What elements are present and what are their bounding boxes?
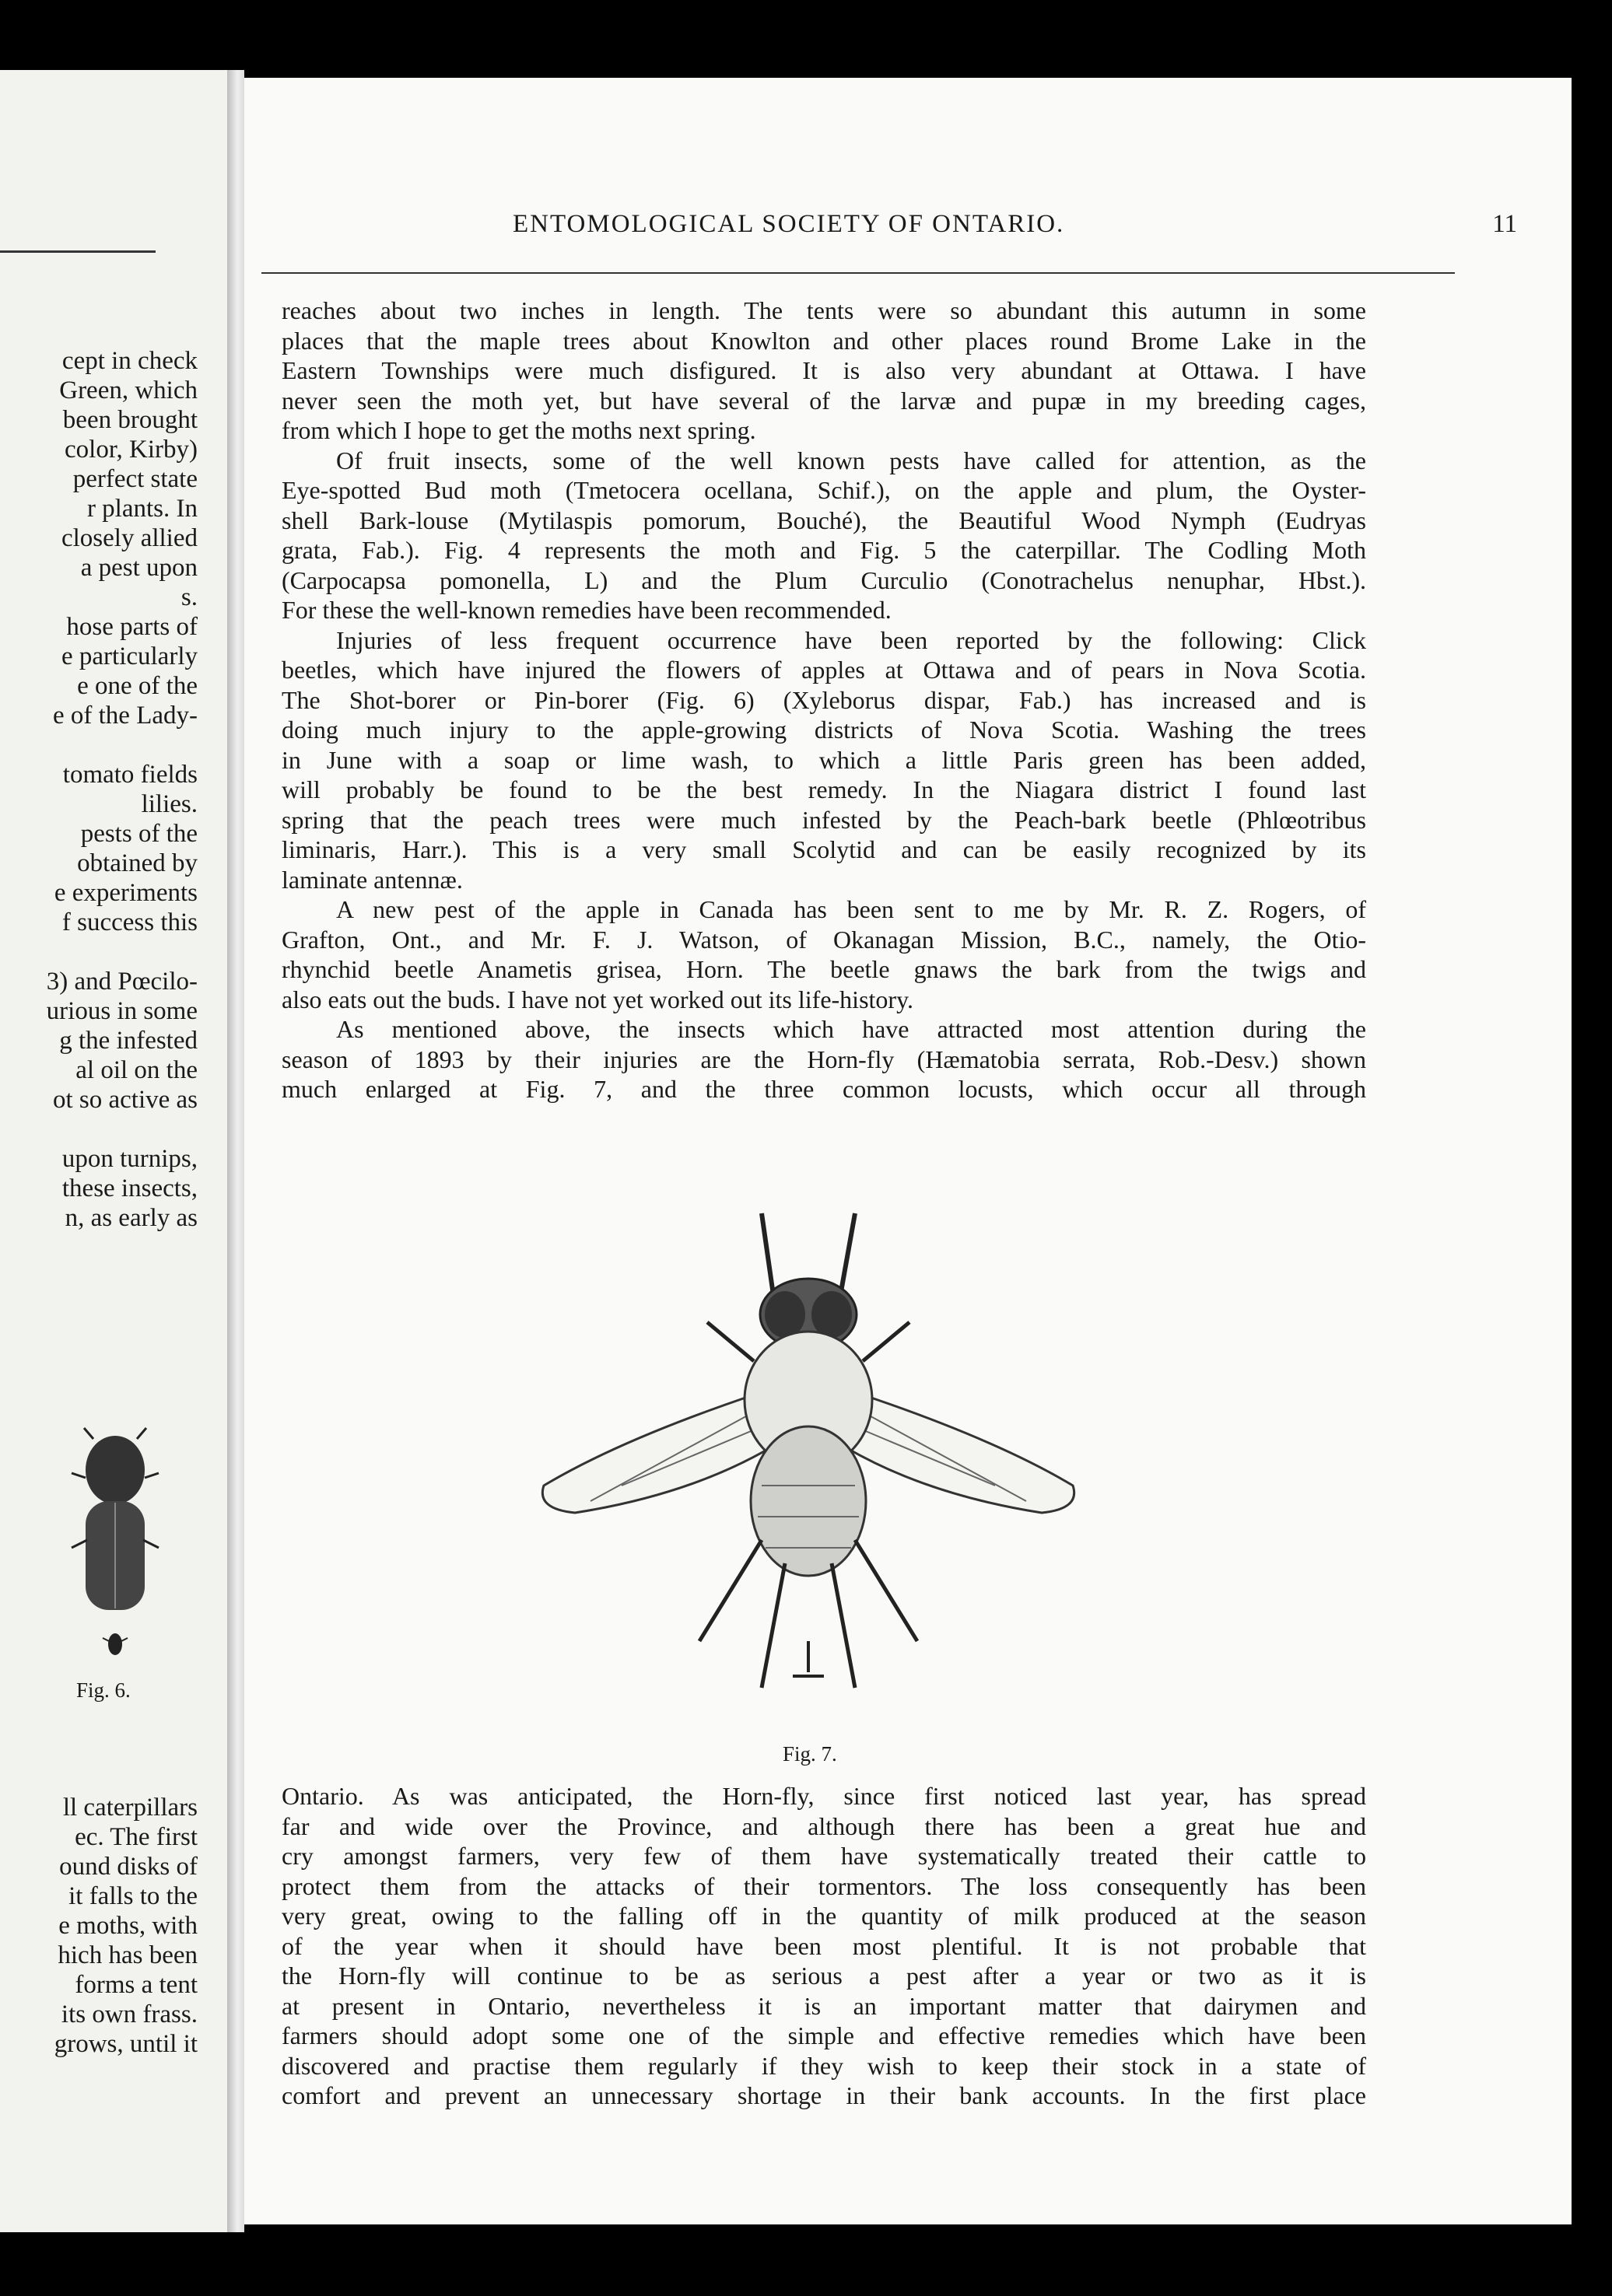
text-line: A new pest of the apple in Canada has been sent to me by Mr. R. Z. Rogers, of [336, 895, 1366, 923]
text-line: liminaris, Harr.). This is a very small Scolytid and can be easily recognized by its [282, 835, 1366, 863]
text-line: Eastern Townships were much disfigured. It is also very abundant at Ottawa. I have [282, 356, 1366, 384]
text-line: season of 1893 by their injuries are the Horn-fly (Hæmatobia serrata, Rob.-Desv.) shown [282, 1045, 1366, 1073]
left-text-line: e experiments [54, 879, 198, 907]
text-line: from which I hope to get the moths next spring. [282, 416, 756, 444]
text-line: very great, owing to the falling off in the quantity of milk produced at the season [282, 1902, 1366, 1930]
fig-7-caption: Fig. 7. [783, 1742, 837, 1766]
left-text-line: s. [180, 583, 198, 611]
body-text-lower [282, 1781, 1366, 2111]
left-text-line: n, as early as [65, 1204, 198, 1232]
text-line: discovered and practise them regularly if they wish to keep their stock in a state of [282, 2051, 1366, 2080]
left-text-line: obtained by [77, 849, 198, 877]
fig-6-caption: Fig. 6. [76, 1678, 131, 1702]
left-text-line: upon turnips, [61, 1145, 198, 1173]
text-line: at present in Ontario, nevertheless it is an important matter that dairymen and [282, 1991, 1366, 2020]
header-rule [261, 272, 1455, 274]
text-line: cry amongst farmers, very few of them have systematically treated their cattle to [282, 1842, 1366, 1870]
text-line: Eye-spotted Bud moth (Tmetocera ocellana, Schif.), on the apple and plum, the Oyster- [282, 476, 1366, 504]
text-line: beetles, which have injured the flowers of apples at Ottawa and of pears in Nova Scotia. [282, 656, 1366, 684]
left-text-line: ec. The first [75, 1823, 198, 1851]
text-line: spring that the peach trees were much infested by the Peach-bark beetle (Phlœotribus [282, 805, 1366, 834]
text-line: places that the maple trees about Knowlton and other places round Brome Lake in the [282, 326, 1366, 355]
horn-fly-figure [528, 1206, 1088, 1719]
left-text-line: closely allied [61, 524, 198, 552]
left-text-line: urious in some [46, 997, 198, 1025]
left-text-line: color, Kirby) [65, 436, 198, 464]
text-line: farmers should adopt some one of the simple and effective remedies which have been [282, 2021, 1366, 2049]
left-text-line: e particularly [61, 642, 198, 670]
text-line: much enlarged at Fig. 7, and the three common locusts, which occur all through [282, 1075, 1366, 1103]
text-line: grata, Fab.). Fig. 4 represents the moth and Fig. 5 the caterpillar. The Codling Moth [282, 536, 1366, 564]
left-page-fragment [0, 70, 227, 2232]
left-text-line: hich has been [58, 1941, 198, 1969]
text-line: Injuries of less frequent occurrence have been reported by the following: Click [336, 625, 1366, 654]
text-line: shell Bark-louse (Mytilaspis pomorum, Bouché), the Beautiful Wood Nymph (Eudryas [282, 506, 1366, 534]
text-line: comfort and prevent an unnecessary shortage in their bank accounts. In the first place [282, 2081, 1366, 2109]
left-text-line: forms a tent [75, 1971, 198, 1999]
left-text-line: a pest upon [80, 554, 198, 582]
left-text-line: pests of the [80, 820, 198, 848]
left-text-line: e moths, with [58, 1912, 198, 1940]
left-text-line: Green, which [59, 376, 198, 404]
left-text-line: been brought [62, 406, 198, 434]
left-header-rule [0, 250, 156, 253]
text-line: will probably be found to be the best remedy. In the Niagara district I found last [282, 775, 1366, 803]
text-line: rhynchid beetle Anametis grisea, Horn. The beetle gnaws the bark from the twigs and [282, 955, 1366, 983]
text-line: never seen the moth yet, but have several of the larvæ and pupæ in my breeding cages, [282, 386, 1366, 415]
text-line: the Horn-fly will continue to be as serious a pest after a year or two as it is [282, 1962, 1366, 1990]
page-number: 11 [1492, 210, 1517, 238]
text-line: in June with a soap or lime wash, to which a little Paris green has been added, [282, 745, 1366, 774]
text-line: As mentioned above, the insects which have attracted most attention during the [336, 1015, 1366, 1043]
body-text-upper [282, 296, 1366, 1104]
left-text-line: tomato fields [62, 761, 198, 789]
left-text-line: e one of the [77, 672, 198, 700]
text-line: Of fruit insects, some of the well known pests have called for attention, as the [336, 446, 1366, 474]
left-text-line: lilies. [141, 790, 198, 818]
left-text-line: hose parts of [66, 613, 198, 641]
left-text-line: ll caterpillars [62, 1794, 198, 1822]
book-spine [227, 70, 244, 2232]
text-line: laminate antennæ. [282, 865, 463, 894]
text-line: far and wide over the Province, and although there has been a great hue and [282, 1811, 1366, 1840]
left-text-line: cept in check [61, 347, 198, 375]
text-line: Ontario. As was anticipated, the Horn-fly, since first noticed last year, has spread [282, 1782, 1366, 1810]
right-page [244, 78, 1572, 2224]
text-line: The Shot-borer or Pin-borer (Fig. 6) (Xyleborus dispar, Fab.) has increased and is [282, 685, 1366, 714]
left-text-line: perfect state [72, 465, 198, 493]
left-text-line: its own frass. [61, 2000, 198, 2028]
left-text-line: al oil on the [75, 1056, 198, 1084]
left-text-line: r plants. In [86, 495, 198, 523]
text-line: of the year when it should have been most plentiful. It is not probable that [282, 1931, 1366, 1960]
left-text-line: e of the Lady- [53, 702, 198, 730]
shot-borer-beetle-figure [61, 1423, 170, 1672]
text-line: doing much injury to the apple-growing districts of Nova Scotia. Washing the trees [282, 716, 1366, 744]
text-line: Grafton, Ont., and Mr. F. J. Watson, of Okanagan Mission, B.C., namely, the Otio- [282, 925, 1366, 954]
text-line: also eats out the buds. I have not yet worked out its life-history. [282, 985, 913, 1013]
text-line: reaches about two inches in length. The tents were so abundant this autumn in some [282, 296, 1366, 324]
left-text-line: g the infested [59, 1027, 198, 1055]
left-text-line: 3) and Pœcilo- [46, 968, 198, 996]
left-text-line: these insects, [61, 1174, 198, 1202]
left-text-line: ound disks of [59, 1853, 198, 1881]
text-line: protect them from the attacks of their tormentors. The loss consequently has been [282, 1871, 1366, 1900]
left-text-line: grows, until it [54, 2030, 198, 2058]
text-line: For these the well-known remedies have been recommended. [282, 596, 892, 624]
left-text-line: f success this [61, 908, 198, 936]
left-text-line: ot so active as [52, 1086, 198, 1114]
left-text-line: it falls to the [68, 1882, 198, 1910]
text-line: (Carpocapsa pomonella, L) and the Plum Curculio (Conotrachelus nenuphar, Hbst.). [282, 565, 1366, 594]
running-head: ENTOMOLOGICAL SOCIETY OF ONTARIO. [513, 210, 1065, 238]
